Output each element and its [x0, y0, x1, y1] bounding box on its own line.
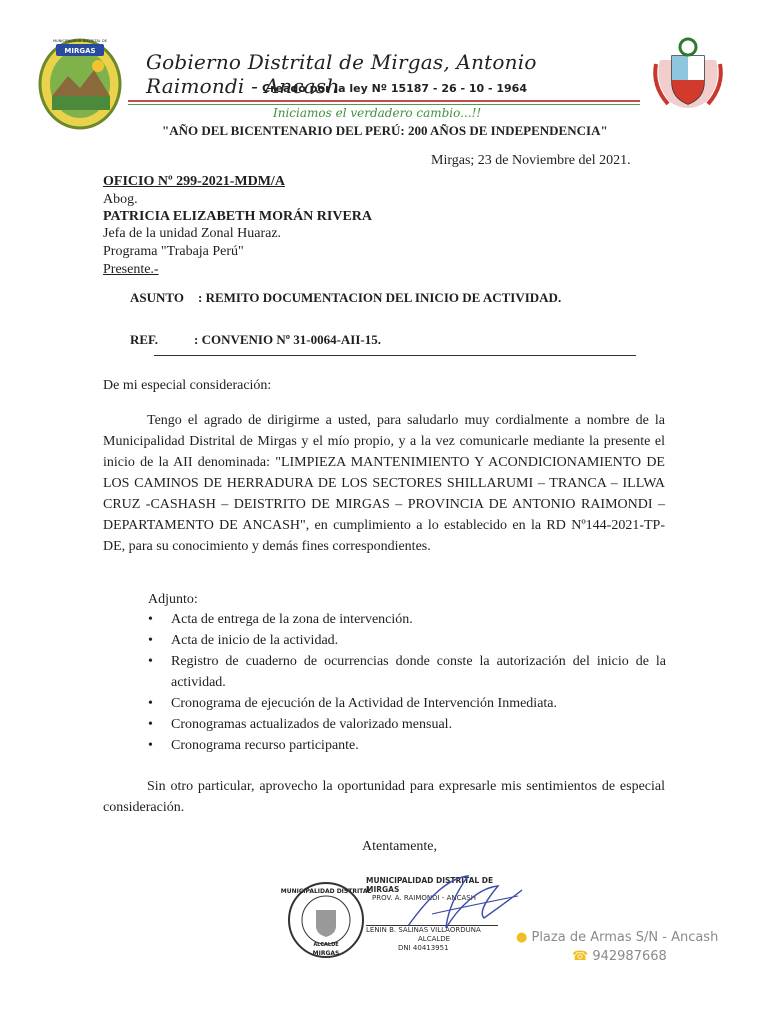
peru-coat-of-arms: [650, 34, 726, 114]
attachment-text: Cronograma recurso participante.: [171, 738, 359, 753]
reference-value: : CONVENIO Nº 31-0064-AII-15.: [194, 332, 382, 347]
government-title: Gobierno Distrital de Mirgas, Antonio Raimondi - Ancash: [146, 50, 537, 98]
greeting: De mi especial consideración:: [103, 378, 272, 393]
handwritten-signature: [388, 868, 528, 938]
reference-label: REF.: [130, 332, 159, 347]
subject-line: [130, 287, 561, 308]
reference-line: [130, 329, 381, 350]
seal-top-text: MUNICIPALIDAD DISTRITAL: [280, 888, 372, 895]
seal-role-text: ALCALDE: [313, 942, 339, 948]
attachment-item: [148, 609, 666, 630]
recipient-program: Programa "Trabaja Perú": [103, 244, 244, 259]
stamp-dni: DNI 40413951: [398, 944, 449, 952]
bullet-icon: •: [148, 612, 153, 627]
address-text: Plaza de Armas S/N - Ancash: [531, 930, 719, 945]
letter-date: Mirgas; 23 de Noviembre del 2021.: [431, 153, 631, 168]
stamp-province: PROV. A. RAIMONDI - ANCASH: [372, 894, 476, 902]
stamp-name: LENIN B. SALINAS VILLAORDUÑA: [366, 926, 481, 934]
stamp-municipality: MUNICIPALIDAD DISTRITAL DE MIRGAS: [366, 876, 494, 894]
municipal-logo: [36, 34, 124, 130]
bullet-icon: •: [148, 738, 153, 753]
phone-number: 942987668: [592, 949, 667, 964]
recipient-title: Abog.: [103, 192, 138, 207]
attachment-item: [148, 693, 666, 714]
phone-line: [572, 949, 667, 964]
subject-label: ASUNTO: [130, 290, 184, 305]
closing-paragraph: Sin otro particular, aprovecho la oportunidad para expresarle mis sentimientos de especial consideración.: [103, 779, 665, 815]
oficio-number: OFICIO Nº 299-2021-MDM/A: [103, 174, 285, 189]
attachments-label: Adjunto:: [148, 592, 198, 607]
location-pin-icon: ●: [516, 930, 528, 945]
header-rule-green: [128, 104, 640, 105]
creation-law: Creado por la ley Nº 15187 - 26 - 10 - 1964: [262, 82, 527, 95]
attachments-list: [148, 609, 666, 756]
attachment-text: Acta de inicio de la actividad.: [171, 633, 339, 648]
attachment-item: [148, 630, 666, 651]
logo-top-text: MUNICIPALIDAD DISTRITAL DE: [53, 39, 107, 43]
recipient-name: PATRICIA ELIZABETH MORÁN RIVERA: [103, 209, 373, 224]
address-line: [516, 930, 718, 945]
sign-off: Atentamente,: [362, 839, 438, 854]
attachment-text: Registro de cuaderno de ocurrencias donde conste la autorización del inicio de la actividad.: [171, 654, 666, 690]
attachment-item: [148, 714, 666, 735]
seal-bottom-text: MIRGAS: [312, 950, 340, 957]
stamp-role: ALCALDE: [418, 935, 451, 943]
bullet-icon: •: [148, 696, 153, 711]
slogan: Iniciamos el verdadero cambio...!!: [273, 106, 482, 120]
bullet-icon: •: [148, 654, 153, 669]
year-motto: "AÑO DEL BICENTENARIO DEL PERÚ: 200 AÑOS DE INDEPENDENCIA": [162, 123, 608, 138]
presente-label: Presente.-: [103, 262, 159, 277]
attachment-text: Acta de entrega de la zona de intervención.: [171, 612, 413, 627]
bullet-icon: •: [148, 717, 153, 732]
body-paragraph: Tengo el agrado de dirigirme a usted, para saludarlo muy cordialmente a nombre de la Municipalidad Distrital de Mirgas y el mío propio, y a la vez comunicarle mediante la presente el inicio de la AII denominada: "LIMPIEZA MANTENIMIENTO Y ACONDICIONAMIENTO DE LOS CAMINOS DE HERRADURA DE LOS SECTORES SHILLARUMI – TRANCA – ILLWA CRUZ -CASHASH – DEISTRITO DE MIRGAS – PROVINCIA DE ANTONIO RAIMONDI – DEPARTAMENTO DE ANCASH", en cumplimiento a lo establecido en la RD Nº144-2021-TP-DE, para su conocimiento y demás fines correspondientes.: [103, 413, 665, 554]
municipal-seal: [280, 880, 372, 960]
recipient-role: Jefa de la unidad Zonal Huaraz.: [103, 226, 282, 241]
reference-divider: [154, 355, 636, 356]
attachment-item: [148, 735, 666, 756]
bullet-icon: •: [148, 633, 153, 648]
attachment-item: [148, 651, 666, 693]
attachment-text: Cronograma de ejecución de la Actividad de Intervención Inmediata.: [171, 696, 558, 711]
phone-icon: ☎: [572, 949, 589, 964]
logo-mirgas-text: MIRGAS: [64, 47, 96, 55]
subject-value: : REMITO DOCUMENTACION DEL INICIO DE ACTIVIDAD.: [198, 290, 562, 305]
attachment-text: Cronogramas actualizados de valorizado mensual.: [171, 717, 453, 732]
header-rule-red: [128, 100, 640, 102]
